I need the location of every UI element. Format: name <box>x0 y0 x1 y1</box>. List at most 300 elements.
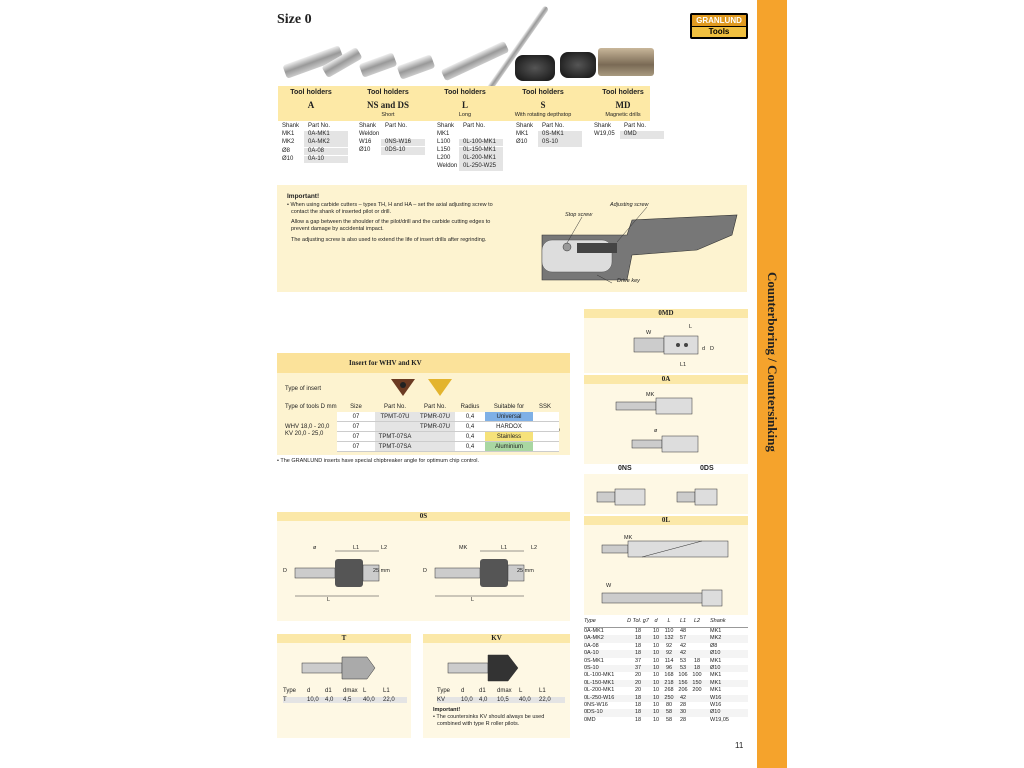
holder-md-name: MD <box>615 100 631 110</box>
table-header: dmax <box>497 688 512 694</box>
t-header <box>283 688 407 694</box>
table-cell <box>381 131 425 138</box>
cutaway-drawing <box>537 195 742 290</box>
kv-important: Important! <box>433 707 461 713</box>
oa-o: ø <box>654 428 658 434</box>
table-cell <box>690 702 704 709</box>
table-cell: 07 <box>337 432 375 441</box>
table-cell: 206 <box>678 687 688 694</box>
table-cell: 10 <box>652 716 660 723</box>
table-cell: Ø10 <box>710 664 721 671</box>
table-cell: 0DS-10 <box>584 709 603 716</box>
table-cell: 18 <box>634 701 642 708</box>
insert-note: • The GRANLUND inserts have special chipbreaker angle for optimum chip control. <box>277 458 480 464</box>
table-header: d <box>307 688 311 694</box>
kv-row <box>437 697 565 703</box>
table-cell: 20 <box>634 679 642 686</box>
ods-title: 0DS <box>700 465 714 472</box>
table-cell: 0L-100-MK1 <box>459 139 503 147</box>
table-header: L <box>519 688 523 694</box>
table-cell: 200 <box>692 687 702 694</box>
oa-mk: MK <box>646 392 655 398</box>
dim-header <box>584 618 748 628</box>
os-l-a: L <box>327 597 331 603</box>
insert-row <box>337 442 559 452</box>
table-cell: 0L-200-MK1 <box>459 155 503 163</box>
table-header: dmax <box>343 688 358 694</box>
dim-row <box>584 709 748 716</box>
table-header: Shank <box>359 123 377 129</box>
table-cell <box>690 628 704 635</box>
table-cell: 0A-MK2 <box>584 635 604 642</box>
table-cell: 10 <box>652 709 660 716</box>
table-cell: 150 <box>692 679 702 686</box>
table-cell: 0L-100-MK1 <box>584 672 615 679</box>
table-cell: 0MD <box>584 716 596 723</box>
table-cell <box>415 442 455 451</box>
table-header: Part No. <box>542 123 565 129</box>
label-drive-key: Drive key <box>617 278 640 284</box>
table-cell: 20 <box>634 687 642 694</box>
dim-row <box>584 635 748 642</box>
insert-box <box>277 353 570 455</box>
table-cell: 18 <box>693 664 701 671</box>
ol-drawing <box>592 533 742 613</box>
insert-tpmr-icon <box>427 377 453 397</box>
holder-md-head: Tool holders <box>602 89 644 96</box>
os-l1-a: L1 <box>353 545 360 551</box>
os-d-a: D <box>283 568 287 574</box>
kv-panel <box>423 643 570 738</box>
insert-title-band <box>277 353 570 373</box>
table-cell: MK1 <box>710 687 722 694</box>
holder-l-sub: Long <box>458 112 472 118</box>
holder-l-table <box>437 123 503 172</box>
tool-ns-image <box>359 52 398 77</box>
table-cell: 0S-MK1 <box>584 657 604 664</box>
table-cell: 0L-150-MK1 <box>459 147 503 155</box>
table-header: Shank <box>594 123 612 129</box>
table-cell: 0A-08 <box>304 148 348 156</box>
os-sym-o: ø <box>313 545 317 551</box>
label-stop-screw: Stop screw <box>565 212 593 218</box>
important-p2b: prevent damage by accidental impact. <box>291 226 384 232</box>
table-header: d <box>461 688 465 694</box>
table-cell: 18 <box>634 650 642 657</box>
table-cell: Universal <box>485 412 533 421</box>
important-title: Important! <box>287 193 320 200</box>
table-cell: 28 <box>679 701 687 708</box>
table-header: Suitable for <box>493 404 525 410</box>
table-header: Shank <box>437 123 455 129</box>
table-cell <box>690 635 704 642</box>
os-l1-b: L1 <box>501 545 508 551</box>
table-cell: 20 <box>634 672 642 679</box>
table-cell <box>459 131 503 138</box>
t-row <box>283 697 407 703</box>
holder-ns-table <box>359 123 425 155</box>
holder-s-table <box>516 123 582 148</box>
table-cell <box>690 709 704 716</box>
holder-s-name: S <box>540 100 546 110</box>
omd-d: d <box>702 346 706 352</box>
holder-a-table <box>282 123 348 164</box>
ol-w: W <box>606 583 612 589</box>
table-cell: 07 <box>337 412 375 421</box>
label-adjusting-screw: Adjusting screw <box>610 202 649 208</box>
side-bar <box>757 0 787 768</box>
table-header: L2 <box>693 618 701 624</box>
kv-note1: • The countersinks KV should always be used <box>433 714 545 720</box>
table-header: SSK <box>538 404 551 410</box>
table-cell: TPMT-07SA <box>375 432 415 441</box>
table-cell: 42 <box>679 642 687 649</box>
holder-a-head: Tool holders <box>290 89 332 96</box>
table-cell: KV <box>437 697 446 703</box>
ons-ods-drawing <box>592 480 742 510</box>
side-title: Counterboring / Countersinking <box>765 272 780 452</box>
table-cell: 53 <box>679 657 687 664</box>
table-cell: 07 <box>337 422 375 431</box>
dim-row <box>584 687 748 694</box>
table-cell: 40,0 <box>519 697 531 703</box>
holder-ns-sub: Short <box>381 112 395 118</box>
table-cell: 110 <box>664 628 674 634</box>
os-sym-mk: MK <box>459 545 468 551</box>
table-cell: 0L-150-MK1 <box>584 679 615 686</box>
tool-s2-image <box>560 52 596 78</box>
table-cell: TPMR-07U <box>415 412 455 421</box>
table-cell: 0NS-W16 <box>584 701 608 708</box>
table-cell: W16 <box>359 138 372 145</box>
os-l2-b: L2 <box>531 545 538 551</box>
table-header: d <box>654 618 658 624</box>
table-cell: 4,0 <box>479 697 488 703</box>
holder-l-name: L <box>461 100 468 110</box>
dimension-table <box>584 618 748 724</box>
table-cell: 0MD <box>620 131 664 139</box>
table-cell: 106 <box>678 672 688 679</box>
table-header: L1 <box>539 688 546 694</box>
table-cell: Ø10 <box>282 155 294 162</box>
dim-row <box>584 702 748 709</box>
table-header: Radius <box>460 404 480 410</box>
os-panel <box>277 521 570 621</box>
dim-row <box>584 643 748 650</box>
kv-drawing <box>443 649 543 689</box>
insert-tools-label: Type of tools D mm <box>285 404 337 410</box>
ol-panel <box>584 525 748 615</box>
ol-title: 0L <box>584 516 748 525</box>
holder-ns-name: NS and DS <box>366 100 410 110</box>
table-cell: 0,4 <box>455 412 485 421</box>
omd-D: D <box>710 346 714 352</box>
table-cell: MK2 <box>710 635 722 642</box>
insert-row <box>337 432 559 442</box>
table-header: Shank <box>516 123 534 129</box>
table-cell: 30 <box>679 709 687 716</box>
holder-ns-head: Tool holders <box>367 89 409 96</box>
table-cell: 114 <box>664 657 674 664</box>
table-cell: MK2 <box>282 139 295 146</box>
table-cell: MK1 <box>282 131 295 138</box>
dim-row <box>584 717 748 724</box>
insert-title: Insert for WHV and KV <box>349 359 422 367</box>
table-header: Type <box>283 688 297 694</box>
table-cell: Weldon <box>437 163 458 170</box>
table-cell: 10 <box>652 642 660 649</box>
table-cell: 218 <box>664 679 674 686</box>
table-header: D Tol. g7 <box>627 618 649 624</box>
table-cell <box>415 432 455 441</box>
dim-row <box>584 680 748 687</box>
holder-md-sub: Magnetic drills <box>605 112 641 118</box>
table-cell <box>690 650 704 657</box>
table-cell: 0A-MK1 <box>584 628 604 634</box>
table-cell: 100 <box>692 672 702 679</box>
table-cell: W19,05 <box>710 716 729 723</box>
table-cell: Ø10 <box>710 709 721 716</box>
table-cell: MK1 <box>710 672 722 679</box>
insert-col-headers <box>337 404 557 410</box>
insert-group2: KV 20,0 - 25,0 <box>285 431 324 437</box>
important-box <box>277 185 747 292</box>
table-cell: W16 <box>710 701 722 708</box>
insert-type-label: Type of insert <box>285 386 322 392</box>
table-cell: 48 <box>679 628 687 634</box>
insert-row <box>337 412 559 422</box>
table-cell: 0A-10 <box>304 156 348 164</box>
table-cell: 80 <box>665 701 673 708</box>
holder-s-sub: With rotating depthstop <box>514 112 572 118</box>
table-cell: Ø10 <box>359 146 371 153</box>
table-header: L <box>667 618 671 624</box>
logo-line2: Tools <box>692 27 746 37</box>
table-cell: L200 <box>437 155 451 162</box>
table-cell: 0,4 <box>455 432 485 441</box>
table-cell: T <box>283 697 287 703</box>
table-cell: 28 <box>679 716 687 723</box>
holder-a-name: A <box>307 100 315 110</box>
insert-table <box>337 412 559 452</box>
table-cell <box>375 422 415 431</box>
table-cell: W19,05 <box>594 131 615 138</box>
tool-md-image <box>598 48 654 76</box>
table-cell: MK1 <box>710 679 722 686</box>
table-cell: 0L-200-MK1 <box>584 687 615 694</box>
table-cell: 10 <box>652 650 660 657</box>
table-cell: 4,0 <box>325 697 334 703</box>
oa-drawing <box>606 392 726 462</box>
table-cell <box>690 695 704 702</box>
dim-row <box>584 658 748 665</box>
t-panel <box>277 643 411 738</box>
omd-l1: L1 <box>680 362 687 368</box>
table-cell: 168 <box>664 672 674 679</box>
table-cell: 0A-MK1 <box>304 131 348 139</box>
omd-drawing <box>624 330 714 360</box>
os-l-b: L <box>471 597 475 603</box>
table-cell: 58 <box>665 716 673 723</box>
important-p1b: contact the shank of inserted pilot or drill. <box>291 209 391 215</box>
table-header: Shank <box>282 123 300 129</box>
table-header: L1 <box>679 618 687 624</box>
table-cell: 58 <box>665 709 673 716</box>
table-cell: 37 <box>634 657 642 664</box>
table-cell: 132 <box>664 635 674 642</box>
table-cell: 10 <box>652 657 660 664</box>
table-header: Part No. <box>423 404 446 410</box>
table-cell: 0L-250-W16 <box>584 694 615 701</box>
table-header: Type <box>584 618 596 624</box>
table-cell: 0DS-10 <box>381 147 425 155</box>
table-cell: 0,4 <box>455 422 485 431</box>
table-cell: 268 <box>664 687 674 694</box>
holder-l-head: Tool holders <box>444 89 486 96</box>
table-header: Part No. <box>385 123 408 129</box>
dim-row <box>584 650 748 657</box>
table-cell: 92 <box>665 642 673 649</box>
table-cell: 10 <box>652 628 660 634</box>
table-cell: 0A-MK2 <box>304 139 348 147</box>
table-cell: Aluminium <box>485 442 533 451</box>
table-header: Size <box>350 404 362 410</box>
os-l2-a: L2 <box>381 545 388 551</box>
table-cell: 0A-10 <box>584 650 599 657</box>
table-cell: 0S-10 <box>584 664 599 671</box>
table-cell: 0A-08 <box>584 642 599 649</box>
table-cell: Ø10 <box>710 650 721 657</box>
table-cell: L100 <box>437 138 451 145</box>
kv-title: KV <box>423 634 570 643</box>
t-drawing <box>297 649 397 689</box>
table-cell: MK1 <box>516 131 529 138</box>
table-cell: TPMT-07U <box>375 412 415 421</box>
table-cell: 0S-10 <box>538 139 582 147</box>
important-p3: The adjusting screw is also used to extend the life of insert drills after regrinding. <box>291 237 487 243</box>
oa-panel <box>584 384 748 464</box>
logo-line1: GRANLUND <box>692 15 746 26</box>
table-cell: 18 <box>693 657 701 664</box>
table-cell: 53 <box>679 664 687 671</box>
table-cell: Ø8 <box>710 642 718 649</box>
table-cell: 0NS-W16 <box>381 139 425 147</box>
insert-group1: WHV 18,0 - 20,0 <box>285 424 330 430</box>
insert-tpmt-icon <box>390 377 416 397</box>
os-mm-a: 25 mm <box>373 568 390 574</box>
table-cell: 18 <box>634 628 642 634</box>
table-header: d1 <box>325 688 332 694</box>
table-cell: 37 <box>634 664 642 671</box>
table-cell: 0L-250-W25 <box>459 163 503 171</box>
holder-md-table <box>594 123 664 139</box>
page-title: Size 0 <box>277 12 312 27</box>
table-cell <box>690 717 704 724</box>
kv-note2: combined with type R roller pilots. <box>437 721 520 727</box>
table-cell: TPMR-07U <box>415 422 455 431</box>
table-cell: MK1 <box>710 628 722 634</box>
table-cell: 18 <box>634 642 642 649</box>
dim-row <box>584 695 748 702</box>
table-cell: 92 <box>665 650 673 657</box>
table-header: L1 <box>383 688 390 694</box>
kv-header <box>437 688 565 694</box>
table-cell: 10 <box>652 635 660 642</box>
table-header: Part No. <box>308 123 331 129</box>
table-cell: Ø8 <box>282 147 291 154</box>
table-cell: TPMT-07SA <box>375 442 415 451</box>
table-cell: 10 <box>652 694 660 701</box>
table-cell: 57 <box>679 635 687 642</box>
table-header: Type <box>437 688 451 694</box>
table-cell: 10 <box>652 664 660 671</box>
table-cell: 10,5 <box>497 697 509 703</box>
table-cell: 18 <box>634 694 642 701</box>
table-cell: 10,0 <box>307 697 319 703</box>
os-title: 0S <box>277 512 570 521</box>
omd-title: 0MD <box>584 309 748 318</box>
table-cell: 18 <box>634 716 642 723</box>
table-cell: 40,0 <box>363 697 375 703</box>
table-cell: MK1 <box>710 657 722 664</box>
table-header: d1 <box>479 688 486 694</box>
table-cell: 250 <box>664 694 674 701</box>
dim-row <box>584 672 748 679</box>
table-cell: 22,0 <box>383 697 395 703</box>
table-header: Part No. <box>463 123 486 129</box>
important-p1: • When using carbide cutters – types TH, H and HA – set the axial adjusting screw to <box>287 202 493 208</box>
table-header: L <box>363 688 367 694</box>
t-title: T <box>277 634 411 643</box>
table-cell: 10 <box>652 701 660 708</box>
table-cell <box>690 643 704 650</box>
table-cell: 156 <box>678 679 688 686</box>
table-cell: 4,5 <box>343 697 352 703</box>
table-cell: 96 <box>665 664 673 671</box>
table-cell: 18 <box>634 635 642 642</box>
table-cell: 22,0 <box>539 697 551 703</box>
table-cell: MK1 <box>437 131 450 138</box>
important-p2: Allow a gap between the shoulder of the pilot/drill and the carbide cutting edges to <box>291 219 491 225</box>
oa-title: 0A <box>584 375 748 384</box>
omd-l: L <box>689 324 693 330</box>
omd-panel <box>584 318 748 373</box>
table-cell: 10 <box>652 687 660 694</box>
table-cell: Stainless <box>485 432 533 441</box>
table-cell: 0,4 <box>455 442 485 451</box>
granlund-logo <box>690 13 748 39</box>
tool-s-image <box>515 55 555 81</box>
table-cell: Weldon <box>359 131 380 138</box>
table-cell: Ø10 <box>516 139 528 146</box>
ol-mk: MK <box>624 535 633 541</box>
omd-w: W <box>646 330 652 336</box>
os-mm-b: 25 mm <box>517 568 534 574</box>
table-cell: 42 <box>679 694 687 701</box>
holder-s-head: Tool holders <box>522 89 564 96</box>
table-header: Shank <box>710 618 726 624</box>
table-cell: HARDOX <box>485 422 533 431</box>
table-cell: 07 <box>337 442 375 451</box>
tool-ds-image <box>397 54 436 79</box>
page-number: 11 <box>735 741 744 750</box>
ons-title: 0NS <box>618 465 632 472</box>
table-header: Part No. <box>383 404 406 410</box>
ons-ods-panel <box>584 474 748 514</box>
table-cell: 18 <box>634 709 642 716</box>
table-cell: 10 <box>652 679 660 686</box>
dim-row <box>584 665 748 672</box>
